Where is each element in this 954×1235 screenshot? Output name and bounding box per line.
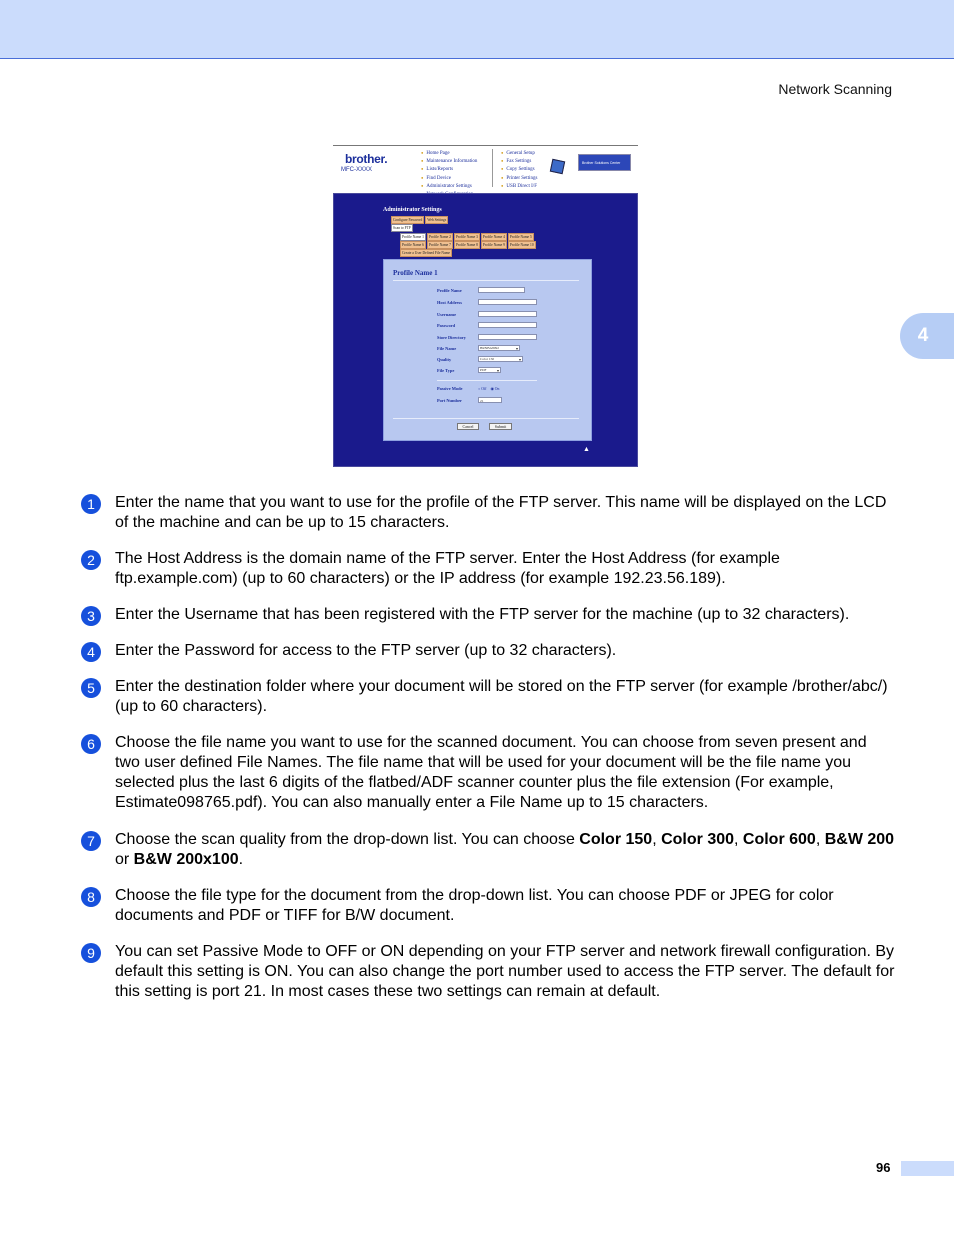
passive-off-radio[interactable]: ○ Off — [478, 386, 487, 391]
option-color-300: Color 300 — [661, 831, 735, 848]
scan-tabs — [391, 224, 413, 232]
menu-item-usb-direct[interactable]: ● USB Direct I/F — [501, 182, 537, 190]
profile-panel — [383, 259, 592, 441]
password-input[interactable] — [478, 322, 537, 328]
menu-item-copy-settings[interactable]: ● Copy Settings — [501, 165, 537, 173]
submit-button[interactable]: Submit — [489, 423, 512, 430]
section-title: Network Scanning — [778, 81, 892, 97]
text-run: or — [115, 851, 134, 868]
host-address-label: Host Address — [437, 299, 462, 305]
step-number-badge: 9 — [81, 943, 101, 963]
username-label: Username — [437, 311, 457, 317]
host-address-input[interactable] — [478, 299, 537, 305]
passive-mode-label: Passive Mode — [437, 386, 463, 391]
port-number-input[interactable]: 21 — [478, 397, 502, 403]
admin-settings-title: Administrator Settings — [383, 207, 442, 213]
menu-item-find-device[interactable]: ● Find Device — [421, 174, 477, 182]
profile-tabs-row-2 — [400, 241, 536, 249]
create-file-name-tab-row — [400, 249, 452, 257]
tab-profile-6[interactable]: Profile Name 6 — [402, 243, 424, 247]
tab-profile-10[interactable]: Profile Name 10 — [509, 243, 534, 247]
file-type-label: File Type — [437, 367, 455, 373]
solutions-center-button[interactable]: Brother Solutions Center — [578, 154, 631, 171]
store-directory-label: Store Directory — [437, 334, 466, 340]
web-management-screenshot — [333, 145, 638, 467]
panel-title: Profile Name 1 — [393, 269, 438, 277]
page-number: 96 — [876, 1160, 891, 1175]
model-label: MFC-XXXX — [341, 167, 373, 173]
step-text — [115, 830, 895, 870]
tab-profile-9[interactable]: Profile Name 9 — [482, 243, 505, 247]
step-number-badge: 4 — [81, 642, 101, 662]
step-number-badge: 1 — [81, 494, 101, 514]
field-host-address — [437, 299, 537, 305]
tab-scan-to-ftp[interactable]: Scan to FTP — [393, 226, 411, 230]
step-text: Enter the Password for access to the FTP server (up to 32 characters). — [115, 642, 617, 659]
brand-logo: brother. — [345, 152, 388, 166]
text-run: , — [652, 831, 662, 848]
step-text: Choose the file type for the document from the drop-down list. You can choose PDF or JPEG for color documents and PDF or TIFF for B/W document. — [115, 887, 834, 924]
step-number-badge: 6 — [81, 734, 101, 754]
step-text: Enter the Username that has been registered with the FTP server for the machine (up to 32 characters). — [115, 606, 850, 623]
field-divider — [437, 380, 537, 381]
menu-right — [501, 149, 537, 190]
step-number-badge: 2 — [81, 550, 101, 570]
store-directory-input[interactable] — [478, 334, 537, 340]
field-store-directory — [437, 334, 537, 340]
passive-on-label: On — [494, 387, 500, 391]
field-passive-mode — [437, 386, 503, 391]
menu-item-home-page[interactable]: ● Home Page — [421, 149, 477, 157]
step-number-badge: 5 — [81, 678, 101, 698]
panel-divider — [393, 280, 579, 281]
step-text: The Host Address is the domain name of the FTP server. Enter the Host Address (for example ftp.example.com) (up to 60 characters) or the IP address (for example 192.23.56.189). — [115, 550, 780, 587]
tab-profile-8[interactable]: Profile Name 8 — [455, 243, 478, 247]
profile-name-label: Profile Name — [437, 287, 462, 293]
toolbox-icon — [550, 159, 565, 174]
tab-profile-2[interactable]: Profile Name 2 — [428, 235, 451, 239]
cancel-button[interactable]: Cancel — [457, 423, 479, 430]
field-quality — [437, 356, 523, 362]
option-bw-200: B&W 200 — [824, 831, 895, 848]
option-color-600: Color 600 — [742, 831, 816, 848]
username-input[interactable] — [478, 311, 537, 317]
field-file-type — [437, 367, 501, 373]
step-text: Choose the file name you want to use for the scanned document. You can choose from seven present and two user defined File Names. The file name that will be used for your document will be the file name you selected plus the last 6 digits of the flatbed/ADF scanner counter plus the file extension (For example, Estimate098765.pdf). You can also manually enter a File Name up to 15 characters. — [115, 734, 867, 811]
menu-item-general-setup[interactable]: ● General Setup — [501, 149, 537, 157]
scroll-top-icon[interactable]: ▲ — [583, 445, 590, 453]
text-run: , — [815, 831, 825, 848]
text-run: Choose the scan quality from the drop-down list. You can choose — [115, 831, 580, 848]
tab-profile-3[interactable]: Profile Name 3 — [455, 235, 478, 239]
file-type-select[interactable]: PDF ▾ — [478, 367, 501, 373]
file-name-label: File Name — [437, 345, 457, 351]
password-label: Password — [437, 322, 456, 328]
step-text: You can set Passive Mode to OFF or ON depending on your FTP server and network firewall configuration. By default this setting is ON. You can also change the port number used to access the FTP server. The default for this setting is port 21. In most cases these two settings can remain at default. — [115, 943, 895, 1000]
step-text: Enter the destination folder where your document will be stored on the FTP server (for example /brother/abc/) (up to 60 characters). — [115, 678, 888, 715]
chapter-tab: 4 — [900, 313, 954, 359]
menu-left — [421, 149, 477, 198]
menu-item-lists-reports[interactable]: ● Lists/Reports — [421, 165, 477, 173]
field-file-name — [437, 345, 520, 351]
menu-item-printer-settings[interactable]: ● Printer Settings — [501, 174, 537, 182]
text-run: , — [734, 831, 743, 848]
tab-profile-5[interactable]: Profile Name 5 — [509, 235, 532, 239]
option-bw-200x100: B&W 200x100 — [133, 851, 239, 868]
tab-configure-password[interactable]: Configure Password — [393, 218, 423, 222]
field-password — [437, 322, 537, 328]
tab-profile-1[interactable]: Profile Name 1 — [402, 235, 424, 239]
passive-off-label: Off — [481, 386, 487, 391]
step-number-badge: 3 — [81, 606, 101, 626]
text-run: . — [238, 851, 244, 868]
quality-label: Quality — [437, 356, 452, 362]
step-number-badge: 7 — [81, 831, 101, 851]
settings-tabs — [391, 216, 448, 224]
tab-profile-4[interactable]: Profile Name 4 — [482, 235, 505, 239]
footer-bar — [901, 1161, 954, 1176]
screenshot-body — [333, 193, 638, 467]
menu-item-maintenance-information[interactable]: ● Maintenance Information — [421, 157, 477, 165]
passive-on-radio[interactable]: ◉ On — [490, 387, 500, 391]
port-number-label: Port Number — [437, 397, 462, 403]
screenshot-header — [333, 145, 638, 193]
step-number-badge: 8 — [81, 887, 101, 907]
field-profile-name — [437, 287, 525, 293]
button-divider — [393, 418, 579, 419]
menu-item-administrator-settings[interactable]: ● Administrator Settings — [421, 182, 477, 190]
file-name-select[interactable]: BRNBA8092 ▾ — [478, 345, 520, 351]
top-banner — [0, 0, 954, 59]
profile-tabs-row-1 — [400, 233, 534, 241]
tab-profile-7[interactable]: Profile Name 7 — [428, 243, 451, 247]
profile-name-input[interactable] — [478, 287, 525, 293]
tab-web-settings[interactable]: Web Settings — [427, 218, 447, 222]
option-color-150: Color 150 — [579, 831, 653, 848]
tab-create-file-name[interactable]: Create a User Defined File Name — [402, 251, 450, 255]
quality-select[interactable]: Color 150 ▾ — [478, 356, 523, 362]
field-port-number — [437, 397, 502, 403]
field-username — [437, 311, 537, 317]
step-text: Enter the name that you want to use for the profile of the FTP server. This name will be displayed on the LCD of the machine and can be up to 15 characters. — [115, 494, 887, 531]
menu-item-fax-settings[interactable]: ● Fax Settings — [501, 157, 537, 165]
menu-divider — [492, 149, 493, 187]
